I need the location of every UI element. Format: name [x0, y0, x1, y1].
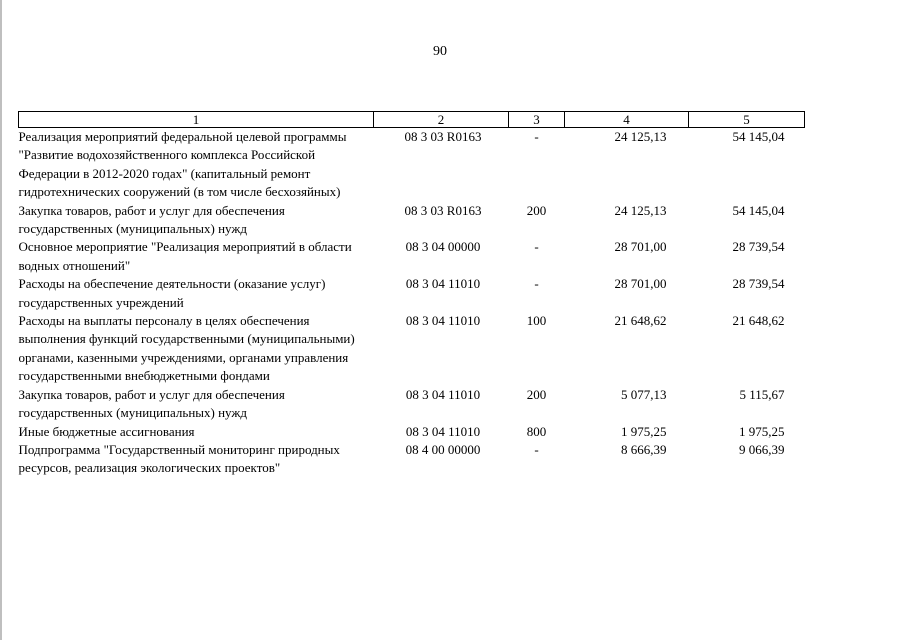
row-name: Иные бюджетные ассигнования — [18, 423, 195, 439]
row-expense-type: 100 — [526, 313, 547, 329]
table-row — [19, 275, 805, 312]
row-amount-col5: 28 739,54 — [732, 239, 785, 255]
page-edge-line — [0, 0, 2, 640]
column-header-4: 4 — [565, 112, 689, 128]
row-amount-col4: 28 701,00 — [614, 239, 667, 255]
row-amount-col4: 24 125,13 — [614, 129, 667, 144]
row-expense-type: - — [534, 276, 539, 292]
row-amount-col4: 1 975,25 — [621, 423, 667, 439]
budget-table — [18, 111, 805, 478]
row-amount-col5: 21 648,62 — [732, 313, 785, 329]
row-amount-col5: 1 975,25 — [739, 423, 785, 439]
table-row — [19, 312, 805, 386]
row-name: Реализация мероприятий федеральной целевой программы "Развитие водохозяйственного комплекса Российской Федерации в 2012-2020 годах" (капитальный ремонт гидротехнических сооружений (в том числе бесхозяйных) — [18, 129, 347, 200]
table-row — [19, 128, 805, 202]
row-expense-type: 200 — [526, 386, 547, 402]
row-code: 08 4 00 00000 — [405, 441, 481, 457]
row-code: 08 3 03 R0163 — [404, 129, 482, 144]
row-amount-col5: 54 145,04 — [732, 129, 785, 144]
table-row — [19, 423, 805, 441]
row-name: Расходы на обеспечение деятельности (оказание услуг) государственных учреждений — [18, 276, 326, 310]
row-amount-col4: 8 666,39 — [621, 441, 667, 457]
row-name: Основное мероприятие "Реализация мероприятий в области водных отношений" — [18, 239, 352, 273]
row-amount-col5: 28 739,54 — [732, 276, 785, 292]
row-name: Расходы на выплаты персоналу в целях обеспечения выполнения функций государственными (муниципальными) органами, казенными учреждениями, органами управления государственными внебюджетными фондами — [18, 313, 355, 384]
table-row — [19, 441, 805, 478]
row-code: 08 3 04 11010 — [405, 423, 481, 439]
column-header-5: 5 — [689, 112, 805, 128]
row-code: 08 3 04 11010 — [405, 313, 481, 329]
row-code: 08 3 04 11010 — [405, 386, 481, 402]
row-code: 08 3 04 00000 — [405, 239, 481, 255]
row-amount-col4: 21 648,62 — [614, 313, 667, 329]
row-name: Подпрограмма "Государственный мониторинг природных ресурсов, реализация экологических проектов" — [18, 441, 340, 476]
column-header-2: 2 — [374, 112, 509, 128]
table-row — [19, 386, 805, 423]
row-name: Закупка товаров, работ и услуг для обеспечения государственных (муниципальных) нужд — [18, 202, 285, 237]
row-amount-col5: 54 145,04 — [732, 202, 785, 218]
row-amount-col5: 5 115,67 — [739, 386, 785, 402]
row-expense-type: 200 — [526, 202, 547, 218]
row-expense-type: - — [534, 441, 539, 457]
row-name: Закупка товаров, работ и услуг для обеспечения государственных (муниципальных) нужд — [18, 386, 285, 421]
row-expense-type: - — [534, 239, 539, 255]
row-expense-type: 800 — [526, 423, 547, 439]
row-amount-col4: 24 125,13 — [614, 202, 667, 218]
table-header-row — [19, 112, 805, 128]
column-header-3: 3 — [509, 112, 565, 128]
table-row — [19, 238, 805, 275]
row-code: 08 3 04 11010 — [405, 276, 481, 292]
row-amount-col4: 5 077,13 — [621, 386, 667, 402]
row-amount-col4: 28 701,00 — [614, 276, 667, 292]
row-expense-type: - — [534, 129, 539, 144]
row-code: 08 3 03 R0163 — [404, 202, 482, 218]
column-header-1: 1 — [19, 112, 374, 128]
row-amount-col5: 9 066,39 — [739, 441, 785, 457]
table-row — [19, 202, 805, 239]
page-number: 90 — [433, 44, 447, 59]
